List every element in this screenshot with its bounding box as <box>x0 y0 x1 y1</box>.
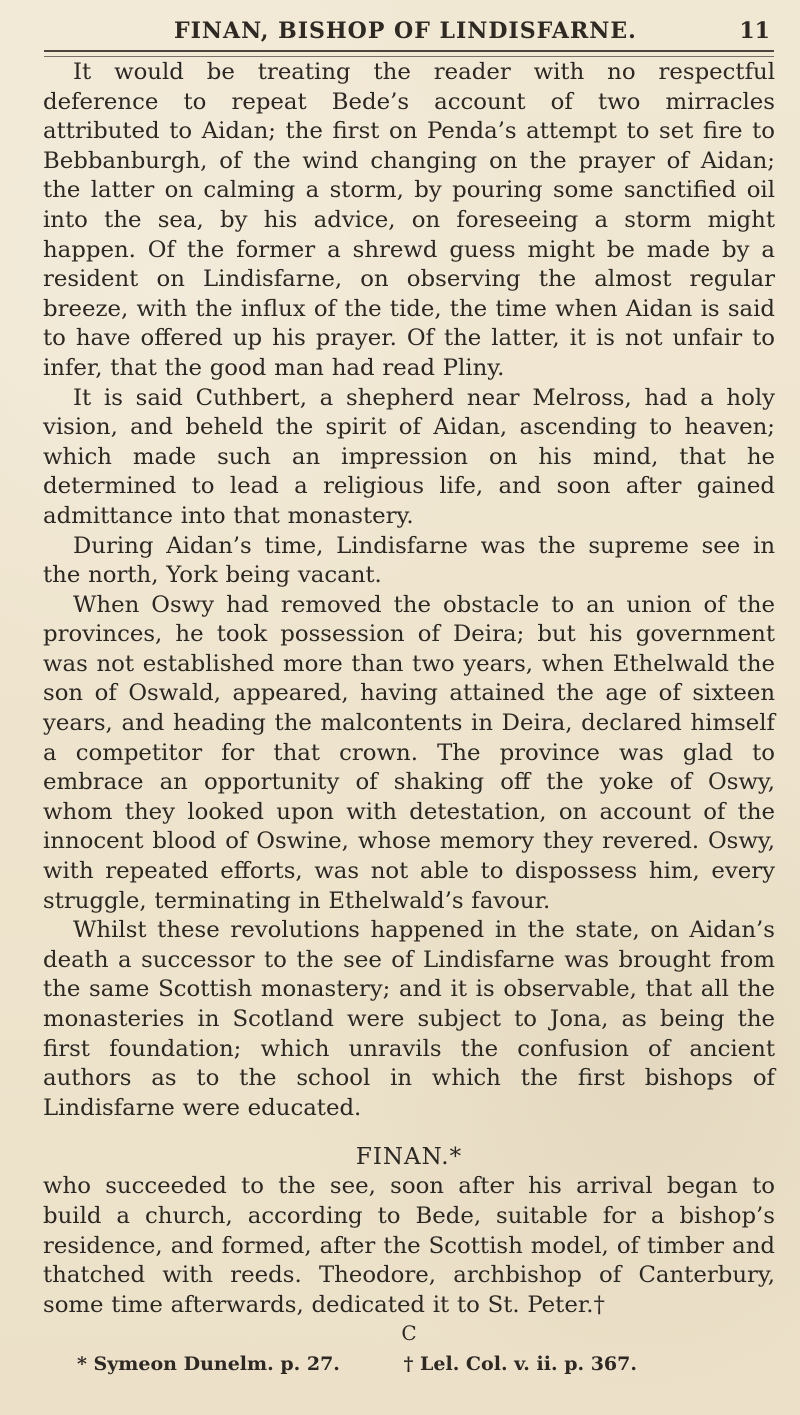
paragraph-3: During Aidan’s time, Lindisfarne was the supreme see in the north, York being vacant. <box>43 532 775 589</box>
header-rule <box>44 50 774 57</box>
paragraph-1: It would be treating the reader with no respectful deference to repeat Bede’s account of two mirracles attributed to Aidan; the first on Penda’s attempt to set fire to Bebbanburgh, of the wind changing on the prayer of Aidan; the latter on calming a storm, by pouring some sanctified oil into the sea, by his advice, on foreseeing a storm might happen. Of the former a shrewd guess might be made by a resident on Lindisfarne, on observing the almost regular breeze, with the influx of the tide, the time when Aidan is said to have offered up his prayer. Of the latter, it is not unfair to infer, that the good man had read Pliny. <box>43 59 775 381</box>
paragraph-4: When Oswy had removed the obstacle to an union of the provinces, he took possession of Deira; but his government was not established more than two years, when Ethelwald the son of Oswald, appeared, having attained the age of sixteen years, and heading the malcontents in Deira, declared himself a competitor for that crown. The province was glad to embrace an opportunity of shaking off the yoke of Oswy, whom they looked upon with detestation, on account of the innocent blood of Oswine, whose memory they revered. Oswy, with repeated efforts, was not able to dispossess him, every struggle, terminating in Ethelwald’s favour. <box>43 591 775 914</box>
paragraph-5: Whilst these revolutions happened in the state, on Aidan’s death a successor to the see of Lindisfarne was brought from the same Scottish monastery; and it is observable, that all the monasteries in Scotland were subject to Jona, as being the first foundation; which unravils the confusion of ancient authors as to the school in which the first bishops of Lindisfarne were educated. <box>43 917 775 1121</box>
footnote-left: * Symeon Dunelm. p. 27. <box>77 1353 340 1376</box>
page-header <box>0 18 800 46</box>
page-number: 11 <box>739 18 770 44</box>
footnotes <box>77 1352 637 1376</box>
footnote-right: † Lel. Col. v. ii. p. 367. <box>403 1353 637 1376</box>
signature-mark: C <box>401 1321 417 1346</box>
paragraph-2: It is said Cuthbert, a shepherd near Melross, had a holy vision, and beheld the spirit of Aidan, ascending to heaven; which made such an impression on his mind, that he determined to lead a religious life, and soon after gained admittance into that monastery. <box>43 384 775 529</box>
page-content <box>43 58 775 1376</box>
running-head: FINAN, BISHOP OF LINDISFARNE. <box>174 18 637 44</box>
paragraph-6: who succeeded to the see, soon after his arrival began to build a church, according to Bede, suitable for a bishop’s residence, and formed, after the Scottish model, of timber and thatched with reeds. Theodore, archbishop of Canterbury, some time afterwards, dedicated it to St. Peter.† <box>43 1173 775 1318</box>
section-heading: FINAN.* <box>355 1144 463 1171</box>
